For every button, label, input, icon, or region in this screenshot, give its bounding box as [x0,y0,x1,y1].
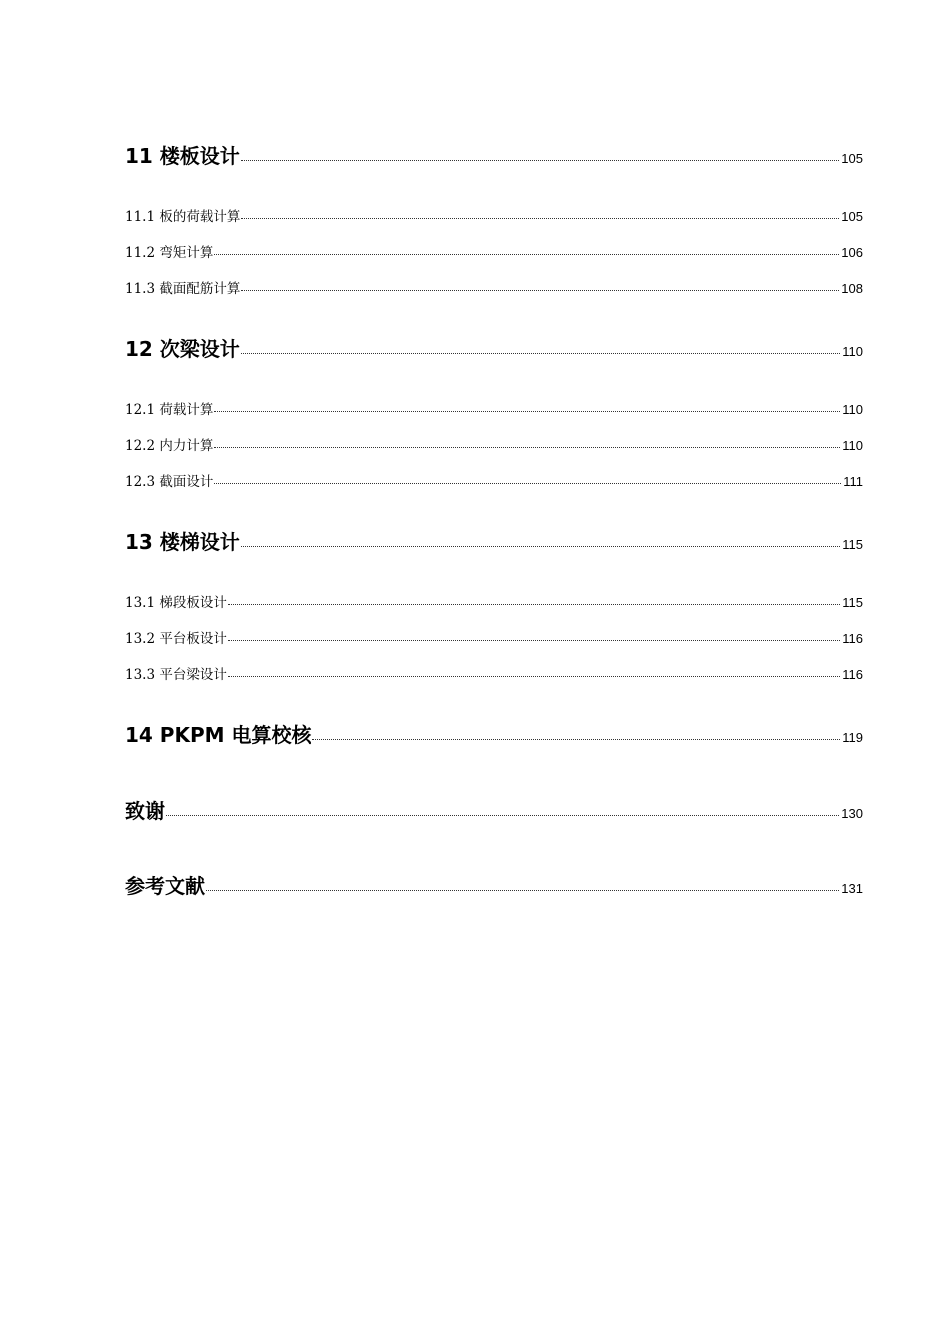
toc-entry-title: 11 楼板设计 [125,144,240,168]
dot-leader [166,815,839,816]
dot-leader [241,218,839,219]
toc-entry-chapter-13[interactable] [125,526,863,555]
toc-page-number: 105 [841,209,863,224]
toc-entry-section-13-2[interactable] [125,627,863,647]
dot-leader [214,254,839,255]
toc-entry-section-12-3[interactable] [125,470,863,490]
dot-leader [228,676,840,677]
toc-entry-section-11-2[interactable] [125,241,863,261]
dot-leader [228,604,840,605]
toc-page-number: 116 [842,667,863,682]
toc-entry-title: 11.2 弯矩计算 [125,245,214,261]
toc-entry-references[interactable] [125,870,863,899]
toc-page-number: 110 [842,402,863,417]
toc-entry-title: 13.3 平台梁设计 [125,667,227,683]
toc-page-number: 115 [842,595,863,610]
toc-page-number: 115 [842,537,863,552]
toc-entry-section-11-1[interactable] [125,205,863,225]
toc-entry-title: 12.3 截面设计 [125,474,214,490]
toc-entry-title: 13.2 平台板设计 [125,631,227,647]
dot-leader [241,353,840,354]
toc-entry-title: 14 PKPM 电算校核 [125,723,312,747]
toc-entry-title: 11.1 板的荷载计算 [125,209,241,225]
dot-leader [312,739,840,740]
toc-entry-title: 12.1 荷载计算 [125,402,214,418]
toc-page-number: 131 [841,881,863,896]
toc-entry-section-12-2[interactable] [125,434,863,454]
toc-entry-acknowledgements[interactable] [125,795,863,824]
toc-entry-title: 11.3 截面配筋计算 [125,281,241,297]
toc-page-number: 111 [843,474,863,489]
toc-entry-title: 参考文献 [125,874,205,898]
toc-entry-chapter-11[interactable] [125,140,863,169]
dot-leader [214,411,840,412]
toc-entry-section-11-3[interactable] [125,277,863,297]
toc-entry-section-13-3[interactable] [125,663,863,683]
dot-leader [241,160,840,161]
toc-page-number: 119 [842,730,863,745]
dot-leader [241,290,839,291]
toc-entry-title: 12 次梁设计 [125,337,240,361]
toc-entry-title: 13.1 梯段板设计 [125,595,227,611]
toc-page-number: 130 [841,806,863,821]
dot-leader [228,640,840,641]
toc-page-number: 105 [841,151,863,166]
toc-entry-chapter-12[interactable] [125,333,863,362]
dot-leader [214,447,840,448]
toc-entry-chapter-14[interactable] [125,719,863,748]
toc-page-number: 106 [841,245,863,260]
toc-page-number: 110 [842,344,863,359]
toc-entry-title: 12.2 内力计算 [125,438,214,454]
dot-leader [241,546,840,547]
toc-page-number: 110 [842,438,863,453]
dot-leader [214,483,841,484]
toc-entry-title: 13 楼梯设计 [125,530,240,554]
toc-entry-title: 致谢 [125,799,165,823]
toc-page-number: 116 [842,631,863,646]
toc-page-number: 108 [841,281,863,296]
toc-entry-section-12-1[interactable] [125,398,863,418]
toc-entry-section-13-1[interactable] [125,591,863,611]
dot-leader [206,890,839,891]
